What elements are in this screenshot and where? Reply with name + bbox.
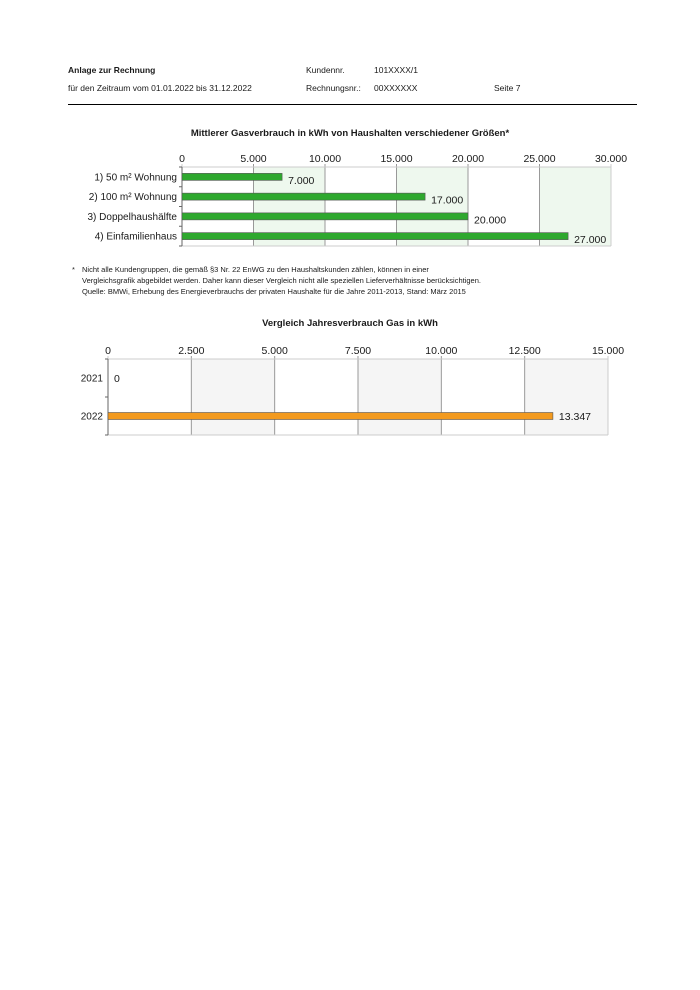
x-tick-label: 10.000 — [425, 345, 458, 357]
data-label: 27.000 — [574, 234, 607, 247]
customer-number-label: Kundennr. — [306, 65, 345, 75]
x-tick-label: 5.000 — [240, 153, 267, 165]
chart2-title: Vergleich Jahresverbrauch Gas in kWh — [262, 318, 438, 329]
customer-number-value: 101XXXX/1 — [374, 65, 418, 75]
x-tick-label: 12.500 — [508, 345, 541, 357]
page-number: Seite 7 — [494, 83, 521, 93]
x-tick-label: 20.000 — [451, 153, 485, 165]
billing-period: für den Zeitraum vom 01.01.2022 bis 31.12.2022 — [68, 83, 252, 93]
invoice-number-value: 00XXXXXX — [374, 83, 418, 93]
x-tick-label: 5.000 — [261, 345, 288, 357]
category-label: 2022 — [80, 411, 103, 423]
x-tick-label: 0 — [105, 345, 111, 357]
footnote-line-3: Quelle: BMWi, Erhebung des Energieverbrauchs der privaten Haushalte für die Jahre 2011-2013, Stand: März 2015 — [82, 287, 466, 296]
invoice-number-label: Rechnungsnr.: — [306, 83, 361, 93]
bar — [108, 413, 553, 420]
category-label: 2) 100 m² Wohnung — [88, 192, 177, 204]
x-tick-label: 25.000 — [523, 153, 556, 165]
data-label: 20.000 — [474, 214, 507, 227]
chart1-title: Mittlerer Gasverbrauch in kWh von Haushalten verschiedener Größen* — [190, 128, 510, 139]
grid-band — [191, 359, 274, 435]
x-tick-label: 7.500 — [344, 345, 372, 357]
data-label: 7.000 — [288, 174, 315, 187]
grid-band — [525, 359, 608, 435]
data-label: 0 — [114, 373, 120, 385]
category-label: 1) 50 m² Wohnung — [94, 172, 177, 184]
x-tick-label: 30.000 — [594, 153, 628, 165]
footnote-line-2: Vergleichsgrafik abgebildet werden. Daher kann dieser Vergleich nicht alle speziellen Lieferverhältnisse berücksichtigen. — [82, 276, 481, 285]
x-tick-label: 15.000 — [380, 153, 413, 165]
x-tick-label: 0 — [179, 153, 185, 165]
category-label: 2021 — [80, 373, 103, 385]
x-tick-label: 10.000 — [308, 153, 342, 165]
footnote-line-1: Nicht alle Kundengruppen, die gemäß §3 Nr. 22 EnWG zu den Haushaltskunden zählen, können in einer — [82, 265, 429, 274]
data-label: 17.000 — [431, 194, 464, 207]
document-title: Anlage zur Rechnung — [68, 65, 156, 75]
x-tick-label: 15.000 — [591, 345, 625, 357]
data-label: 13.347 — [558, 411, 592, 423]
category-label: 3) Doppelhaushälfte — [87, 211, 177, 223]
x-tick-label: 2.500 — [178, 345, 205, 357]
category-label: 4) Einfamilienhaus — [94, 231, 177, 243]
footnote-marker: * — [72, 265, 75, 274]
grid-band — [358, 359, 441, 435]
